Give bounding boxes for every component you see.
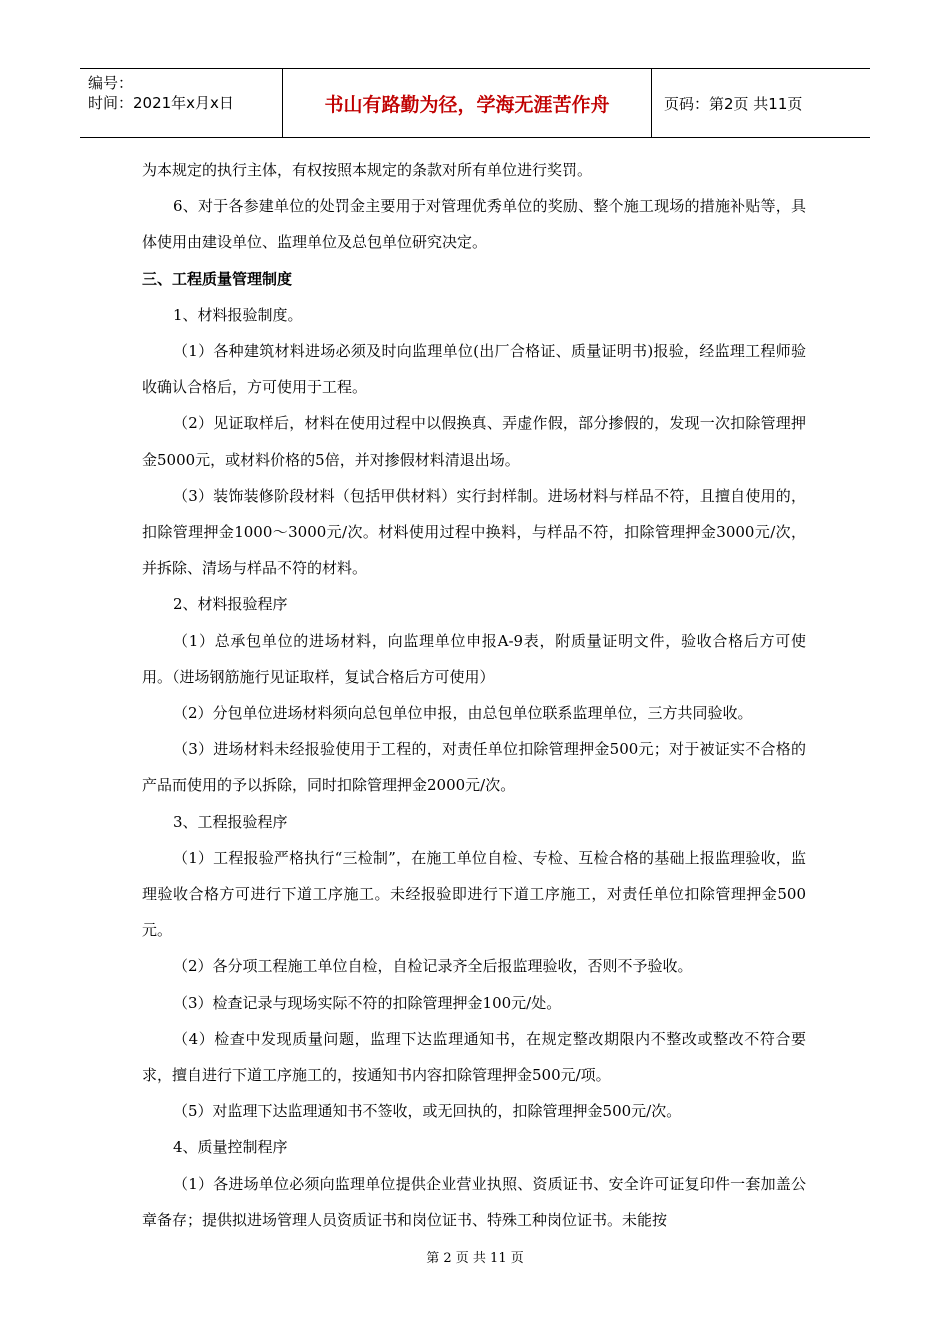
paragraph: （2）分包单位进场材料须向总包单位申报，由总包单位联系监理单位，三方共同验收。: [173, 704, 753, 723]
paragraph: （1）各种建筑材料进场必须及时向监理单位(出厂合格证、质量证明书)报验，经监理工程师验收确认合格后，方可使用于工程。: [142, 342, 806, 397]
paragraph: 4、质量控制程序: [173, 1138, 288, 1157]
paragraph: 1、材料报验制度。: [173, 305, 303, 324]
document-number-label: 编号：: [88, 74, 134, 92]
paragraph: （3）装饰装修阶段材料（包括甲供材料）实行封样制。进场材料与样品不符，且擅自使用的，扣除管理押金1000～3000元/次。材料使用过程中换料，与样品不符，扣除管理押金3000元/次，并拆除、清场与样品不符的材料。: [142, 486, 806, 578]
paragraph: 2、材料报验程序: [173, 595, 288, 614]
page-header: [80, 68, 870, 138]
paragraph: （1）工程报验严格执行“三检制”，在施工单位自检、专检、互检合格的基础上报监理验收，监理验收合格方可进行下道工序施工。未经报验即进行下道工序施工，对责任单位扣除管理押金500元。: [142, 848, 806, 940]
paragraph: 为本规定的执行主体，有权按照本规定的条款对所有单位进行奖罚。: [142, 161, 593, 179]
document-body: [142, 152, 806, 1238]
paragraph: 3、工程报验程序: [173, 812, 288, 831]
paragraph: （5）对监理下达监理通知书不签收，或无回执的，扣除管理押金500元/次。: [173, 1102, 682, 1121]
header-page-info: 页码：第2页 共11页: [664, 94, 803, 113]
document-time-label: 时间：2021年x月x日: [88, 94, 234, 112]
paragraph: （3）检查记录与现场实际不符的扣除管理押金100元/处。: [173, 993, 562, 1012]
page-footer: 第 2 页 共 11 页: [426, 1251, 524, 1266]
paragraph: （2）见证取样后，材料在使用过程中以假换真、弄虚作假，部分掺假的，发现一次扣除管理押金5000元，或材料价格的5倍，并对掺假材料清退出场。: [142, 414, 806, 469]
header-motto: 书山有路勤为径，学海无涯苦作舟: [282, 69, 652, 137]
paragraph: （1）各进场单位必须向监理单位提供企业营业执照、资质证书、安全许可证复印件一套加盖公章备存；提供拟进场管理人员资质证书和岗位证书、特殊工种岗位证书。未能按: [142, 1174, 806, 1229]
section-heading: 三、工程质量管理制度: [142, 269, 293, 288]
paragraph: （2）各分项工程施工单位自检，自检记录齐全后报监理验收，否则不予验收。: [173, 957, 693, 976]
paragraph: （3）进场材料未经报验使用于工程的，对责任单位扣除管理押金500元；对于被证实不合格的产品而使用的予以拆除，同时扣除管理押金2000元/次。: [142, 740, 806, 795]
paragraph: 6、对于各参建单位的处罚金主要用于对管理优秀单位的奖励、整个施工现场的措施补贴等，具体使用由建设单位、监理单位及总包单位研究决定。: [142, 197, 806, 252]
header-meta: [80, 69, 282, 137]
paragraph: （4）检查中发现质量问题，监理下达监理通知书，在规定整改期限内不整改或整改不符合要求，擅自进行下道工序施工的，按通知书内容扣除管理押金500元/项。: [142, 1029, 806, 1085]
paragraph: （1）总承包单位的进场材料，向监理单位申报A-9表，附质量证明文件，验收合格后方可使用。（进场钢筋施行见证取样，复试合格后方可使用）: [142, 631, 806, 686]
